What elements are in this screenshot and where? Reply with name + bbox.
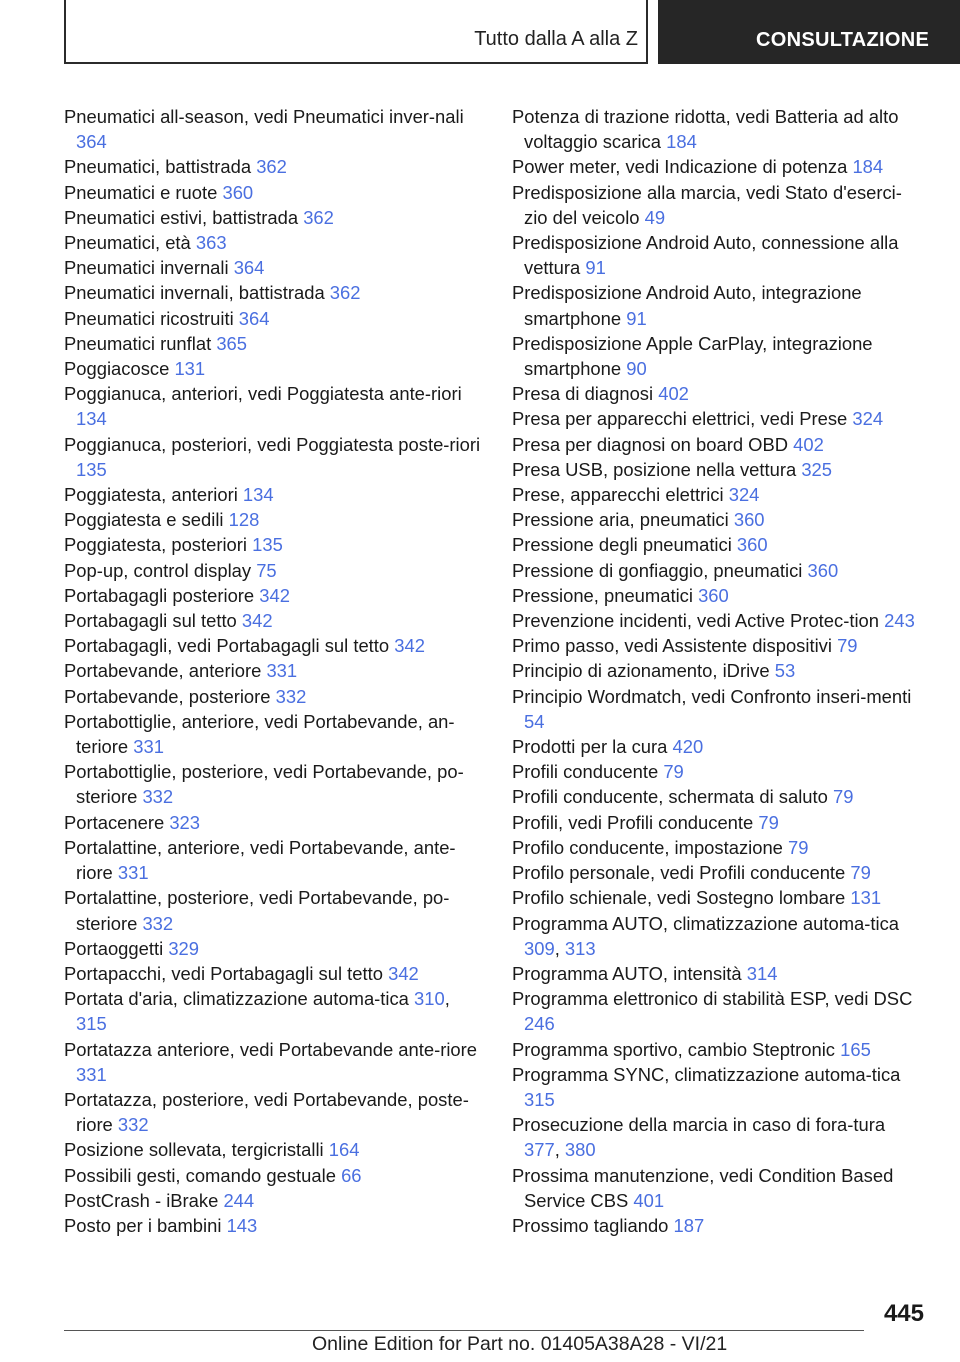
index-term: Portabagagli, vedi Portabagagli sul tetto xyxy=(64,635,390,657)
page-reference-link[interactable]: 360 xyxy=(733,509,765,531)
page-reference-link[interactable]: 54 xyxy=(524,710,545,732)
index-term: Poggiatesta e sedili xyxy=(64,509,224,531)
index-entry xyxy=(512,759,922,784)
page-reference-link[interactable]: 310 xyxy=(414,988,445,1010)
index-term: Profilo schienale, vedi Sostegno lombare xyxy=(512,887,846,909)
index-term: Principio Wordmatch, vedi Confronto inseri-menti xyxy=(512,685,912,707)
index-entry xyxy=(64,835,482,885)
index-term: Pop-up, control display xyxy=(64,559,252,581)
page-reference-link[interactable]: 323 xyxy=(169,811,201,833)
index-term: Pneumatici, età xyxy=(64,232,191,254)
index-entry xyxy=(512,633,922,658)
index-entry xyxy=(512,961,922,986)
index-term: Pressione di gonfiaggio, pneumatici xyxy=(512,559,803,581)
index-term: Prese, apparecchi elettrici xyxy=(512,484,724,506)
page-reference-link[interactable]: 79 xyxy=(850,862,871,884)
index-term: Portabottiglie, anteriore, vedi Portabevande, an-teriore xyxy=(64,710,455,758)
index-entry xyxy=(64,885,482,935)
page-reference-link[interactable]: 360 xyxy=(222,181,254,203)
page-reference-link[interactable]: 53 xyxy=(774,660,796,682)
index-term: Posto per i bambini xyxy=(64,1214,222,1236)
index-term: Profilo personale, vedi Profili conducente xyxy=(512,862,846,884)
index-entry xyxy=(512,885,922,910)
index-entry xyxy=(512,381,922,406)
index-entry xyxy=(64,759,482,809)
index-term: Programma AUTO, climatizzazione automa-tica xyxy=(512,912,900,934)
page-reference-link[interactable]: 246 xyxy=(524,1013,555,1035)
index-entry xyxy=(64,684,482,709)
page-reference-link[interactable]: 331 xyxy=(76,1063,107,1085)
page-reference-link[interactable]: 332 xyxy=(117,1114,149,1136)
page-reference-link[interactable]: 79 xyxy=(833,786,854,808)
index-term: Pneumatici invernali, battistrada xyxy=(64,282,325,304)
page-reference-link[interactable]: 143 xyxy=(226,1214,258,1236)
index-term: Portapacchi, vedi Portabagagli sul tetto xyxy=(64,962,383,984)
index-column-right xyxy=(512,104,922,1238)
page-reference-link[interactable]: 362 xyxy=(329,282,361,304)
index-term: Programma elettronico di stabilità ESP, vedi DSC xyxy=(512,988,913,1010)
page-reference-link[interactable]: 362 xyxy=(303,206,334,228)
page-reference-link[interactable]: 377 xyxy=(524,1139,555,1161)
page-reference-link[interactable]: 131 xyxy=(850,887,882,909)
page-reference-link[interactable]: 324 xyxy=(852,408,884,430)
index-term: Possibili gesti, comando gestuale xyxy=(64,1164,336,1186)
index-term: Portatazza, posteriore, vedi Portabevande, poste-riore xyxy=(64,1088,469,1136)
index-term: Pneumatici ricostruiti xyxy=(64,307,234,329)
index-entry xyxy=(64,280,482,305)
page-reference-link[interactable]: 315 xyxy=(524,1088,555,1110)
index-term: Poggianuca, posteriori, vedi Poggiatesta poste-riori xyxy=(64,433,481,455)
index-term: Predisposizione Android Auto, integrazione smartphone xyxy=(512,282,862,329)
index-entry xyxy=(64,1213,482,1238)
footer-divider xyxy=(64,1330,864,1331)
index-entry xyxy=(512,558,922,583)
index-entry xyxy=(512,331,922,381)
page-reference-link[interactable]: 164 xyxy=(328,1139,360,1161)
index-entry xyxy=(64,154,482,179)
header-chapter-tab: CONSULTAZIONE xyxy=(658,0,960,64)
index-entry xyxy=(512,1163,922,1213)
index-entry xyxy=(64,356,482,381)
page-reference-link[interactable]: 184 xyxy=(666,131,697,153)
page-reference-link[interactable]: 329 xyxy=(168,937,199,959)
page-reference-link[interactable]: 360 xyxy=(736,534,768,556)
index-entry xyxy=(512,154,922,179)
page-reference-link[interactable]: 420 xyxy=(672,736,704,758)
index-entry xyxy=(512,784,922,809)
page-reference-link[interactable]: 134 xyxy=(76,408,107,430)
index-term: Potenza di trazione ridotta, vedi Batteria ad alto voltaggio scarica xyxy=(512,106,899,153)
page-reference-link[interactable]: 325 xyxy=(801,458,832,480)
page-reference-link[interactable]: 184 xyxy=(852,156,884,178)
index-term: Predisposizione Android Auto, connessione alla vettura xyxy=(512,232,899,279)
index-column-left xyxy=(64,104,482,1238)
index-term: Portacenere xyxy=(64,811,165,833)
page-reference-link[interactable]: 331 xyxy=(133,736,164,758)
index-term: Posizione sollevata, tergicristalli xyxy=(64,1139,324,1161)
index-term: Programma AUTO, intensità xyxy=(512,962,742,984)
index-entry xyxy=(512,532,922,557)
index-term: Presa USB, posizione nella vettura xyxy=(512,458,797,480)
index-term: Portabagagli posteriore xyxy=(64,584,255,606)
page-reference-link[interactable]: 91 xyxy=(626,307,647,329)
page-reference-link[interactable]: 91 xyxy=(585,257,606,279)
page-reference-link[interactable]: 362 xyxy=(256,156,287,178)
index-entry xyxy=(64,255,482,280)
index-term: Profili conducente xyxy=(512,761,659,783)
page-reference-link[interactable]: 342 xyxy=(394,635,425,657)
index-term: Programma SYNC, climatizzazione automa-tica xyxy=(512,1063,901,1085)
page-reference-link[interactable]: 135 xyxy=(252,534,283,556)
index-term: Presa per apparecchi elettrici, vedi Prese xyxy=(512,408,848,430)
page-reference-link[interactable]: 360 xyxy=(807,559,839,581)
index-entry xyxy=(64,658,482,683)
index-entry xyxy=(64,180,482,205)
index-term: Power meter, vedi Indicazione di potenza xyxy=(512,156,848,178)
page-reference-link[interactable]: 342 xyxy=(241,610,273,632)
index-entry xyxy=(64,1037,482,1087)
index-entry xyxy=(64,532,482,557)
index-term: Presa di diagnosi xyxy=(512,383,654,405)
index-entry xyxy=(512,684,922,734)
page-reference-link[interactable]: 402 xyxy=(793,433,824,455)
index-term: Portalattine, posteriore, vedi Portabevande, po-steriore xyxy=(64,887,450,934)
index-term: Pressione, pneumatici xyxy=(512,584,693,606)
index-entry xyxy=(512,104,922,154)
index-entry: Portata d'aria, climatizzazione automa-tica 310, 315 xyxy=(64,988,450,1035)
index-entry xyxy=(64,558,482,583)
page-reference-link[interactable]: 364 xyxy=(233,257,265,279)
page-reference-link[interactable]: 331 xyxy=(117,862,149,884)
index-entry xyxy=(512,180,922,230)
index-entry xyxy=(512,482,922,507)
page-reference-link[interactable]: 66 xyxy=(341,1164,362,1186)
index-term: Pneumatici e ruote xyxy=(64,181,218,203)
index-term: Pneumatici, battistrada xyxy=(64,156,252,178)
index-entry xyxy=(512,860,922,885)
page-reference-link[interactable]: 131 xyxy=(174,358,206,380)
index-entry xyxy=(64,104,482,154)
index-entry xyxy=(64,709,482,759)
index-entry xyxy=(64,205,482,230)
index-term: Portabevande, anteriore xyxy=(64,660,262,682)
index-term: Predisposizione alla marcia, vedi Stato d'eserci-zio del veicolo xyxy=(512,181,902,228)
index-entry xyxy=(512,280,922,330)
page-reference-link[interactable]: 243 xyxy=(884,610,915,632)
page-reference-link[interactable]: 79 xyxy=(837,635,858,657)
page-reference-link[interactable]: 401 xyxy=(633,1189,665,1211)
index-term: Poggiacosce xyxy=(64,358,170,380)
page-reference-link[interactable]: 313 xyxy=(564,937,596,959)
index-entry xyxy=(64,810,482,835)
index-entry xyxy=(64,507,482,532)
index-entry xyxy=(64,432,482,482)
page-reference-link[interactable]: 332 xyxy=(142,912,174,934)
page-reference-link[interactable]: 332 xyxy=(275,685,307,707)
index-entry xyxy=(64,381,482,431)
index-term: Portatazza anteriore, vedi Portabevande ante-riore xyxy=(64,1038,478,1060)
page-reference-link[interactable]: 402 xyxy=(658,383,689,405)
index-entry xyxy=(512,432,922,457)
footer-edition: Online Edition for Part no. 01405A38A28 - VI/21 xyxy=(312,1333,728,1355)
page-reference-link[interactable]: 90 xyxy=(626,358,647,380)
index-term: Primo passo, vedi Assistente dispositivi xyxy=(512,635,832,657)
page-reference-link[interactable]: 363 xyxy=(195,232,227,254)
index-entry xyxy=(64,482,482,507)
index-term: Profili, vedi Profili conducente xyxy=(512,811,754,833)
page-reference-link[interactable]: 315 xyxy=(76,1013,107,1035)
index-entry xyxy=(64,583,482,608)
index-term: Portabagagli sul tetto xyxy=(64,610,237,632)
page-reference-link[interactable]: 364 xyxy=(238,307,270,329)
index-entry xyxy=(512,1062,922,1112)
page-reference-link[interactable]: 187 xyxy=(673,1214,705,1236)
index-term: Portalattine, anteriore, vedi Portabevande, ante-riore xyxy=(64,836,456,884)
index-term: Poggiatesta, posteriori xyxy=(64,534,247,556)
index-entry xyxy=(512,658,922,683)
index-entry xyxy=(512,583,922,608)
index-term: Pneumatici estivi, battistrada xyxy=(64,206,299,228)
page-reference-link[interactable]: 314 xyxy=(746,962,778,984)
page-reference-link[interactable]: 135 xyxy=(76,458,107,480)
index-term: Prossimo tagliando xyxy=(512,1214,669,1236)
page-reference-link[interactable]: 365 xyxy=(216,332,248,354)
index-term: Poggianuca, anteriori, vedi Poggiatesta ante-riori xyxy=(64,383,462,405)
page-reference-link[interactable]: 79 xyxy=(788,836,809,858)
index-entry xyxy=(64,331,482,356)
index-entry xyxy=(512,1213,922,1238)
index-entry xyxy=(64,1163,482,1188)
index-term: Pneumatici all-season, vedi Pneumatici inver-nali xyxy=(64,106,464,127)
index-entry xyxy=(512,986,922,1036)
index-term: Presa per diagnosi on board OBD xyxy=(512,433,789,455)
index-entry xyxy=(64,1137,482,1162)
index-entry xyxy=(512,230,922,280)
index-term: Programma sportivo, cambio Steptronic xyxy=(512,1038,835,1060)
index-entry xyxy=(512,507,922,532)
index-entry xyxy=(64,961,482,986)
page-number: 445 xyxy=(883,1300,924,1327)
index-term: Pneumatici invernali xyxy=(64,257,229,279)
index-entry: Programma AUTO, climatizzazione automa-tica 309, 313 xyxy=(512,912,900,959)
index-entry xyxy=(64,633,482,658)
index-term: Pressione aria, pneumatici xyxy=(512,509,729,531)
index-entry xyxy=(512,734,922,759)
index-term: Portabevande, posteriore xyxy=(64,685,271,707)
index-term: Pressione degli pneumatici xyxy=(512,534,732,556)
page-reference-link[interactable]: 49 xyxy=(644,206,666,228)
index-entry xyxy=(64,608,482,633)
index-entry xyxy=(64,1087,482,1137)
index-entry xyxy=(512,835,922,860)
index-entry xyxy=(64,1188,482,1213)
index-term: Prosecuzione della marcia in caso di fora-tura xyxy=(512,1114,886,1136)
index-entry xyxy=(512,608,922,633)
page-reference-link[interactable]: 79 xyxy=(758,811,779,833)
index-term: Poggiatesta, anteriori xyxy=(64,484,238,506)
index-entry xyxy=(64,230,482,255)
page-reference-link[interactable]: 165 xyxy=(840,1038,871,1060)
page-reference-link[interactable]: 79 xyxy=(663,761,684,783)
page-reference-link[interactable]: 332 xyxy=(142,786,174,808)
index-term: Prodotti per la cura xyxy=(512,736,668,758)
index-term: Pneumatici runflat xyxy=(64,332,212,354)
index-entry xyxy=(512,406,922,431)
index-term: Portata d'aria, climatizzazione automa-tica xyxy=(64,988,409,1010)
page-reference-link[interactable]: 75 xyxy=(256,559,277,581)
index-entry: Prosecuzione della marcia in caso di fora-tura 377, 380 xyxy=(512,1114,886,1161)
index-entry xyxy=(512,1037,922,1062)
index-term: Principio di azionamento, iDrive xyxy=(512,660,770,682)
page-reference-link[interactable]: 309 xyxy=(524,937,555,959)
page-reference-link[interactable]: 134 xyxy=(242,484,274,506)
page-reference-link[interactable]: 342 xyxy=(259,584,290,606)
index-entry xyxy=(512,810,922,835)
index-entry xyxy=(64,306,482,331)
index-term: Profili conducente, schermata di saluto xyxy=(512,786,828,808)
page-reference-link[interactable]: 244 xyxy=(223,1189,255,1211)
page-reference-link[interactable]: 364 xyxy=(76,131,107,153)
page-reference-link[interactable]: 331 xyxy=(266,660,298,682)
page-reference-link[interactable]: 324 xyxy=(728,484,760,506)
page-reference-link[interactable]: 342 xyxy=(388,962,419,984)
index-term: Prossima manutenzione, vedi Condition Based Service CBS xyxy=(512,1164,894,1211)
index-term: Profilo conducente, impostazione xyxy=(512,836,783,858)
page-reference-link[interactable]: 360 xyxy=(698,584,729,606)
index-term: Portabottiglie, posteriore, vedi Portabevande, po-steriore xyxy=(64,761,464,808)
index-term: Portaoggetti xyxy=(64,937,164,959)
index-entry xyxy=(512,457,922,482)
index-entry xyxy=(64,936,482,961)
header-section-title: Tutto dalla A alla Z xyxy=(474,28,638,50)
page-reference-link[interactable]: 128 xyxy=(228,509,260,531)
index-term: PostCrash - iBrake xyxy=(64,1189,219,1211)
index-term: Predisposizione Apple CarPlay, integrazione smartphone xyxy=(512,332,873,380)
index-term: Prevenzione incidenti, vedi Active Protec-tion xyxy=(512,610,879,632)
page-reference-link[interactable]: 380 xyxy=(564,1139,596,1161)
